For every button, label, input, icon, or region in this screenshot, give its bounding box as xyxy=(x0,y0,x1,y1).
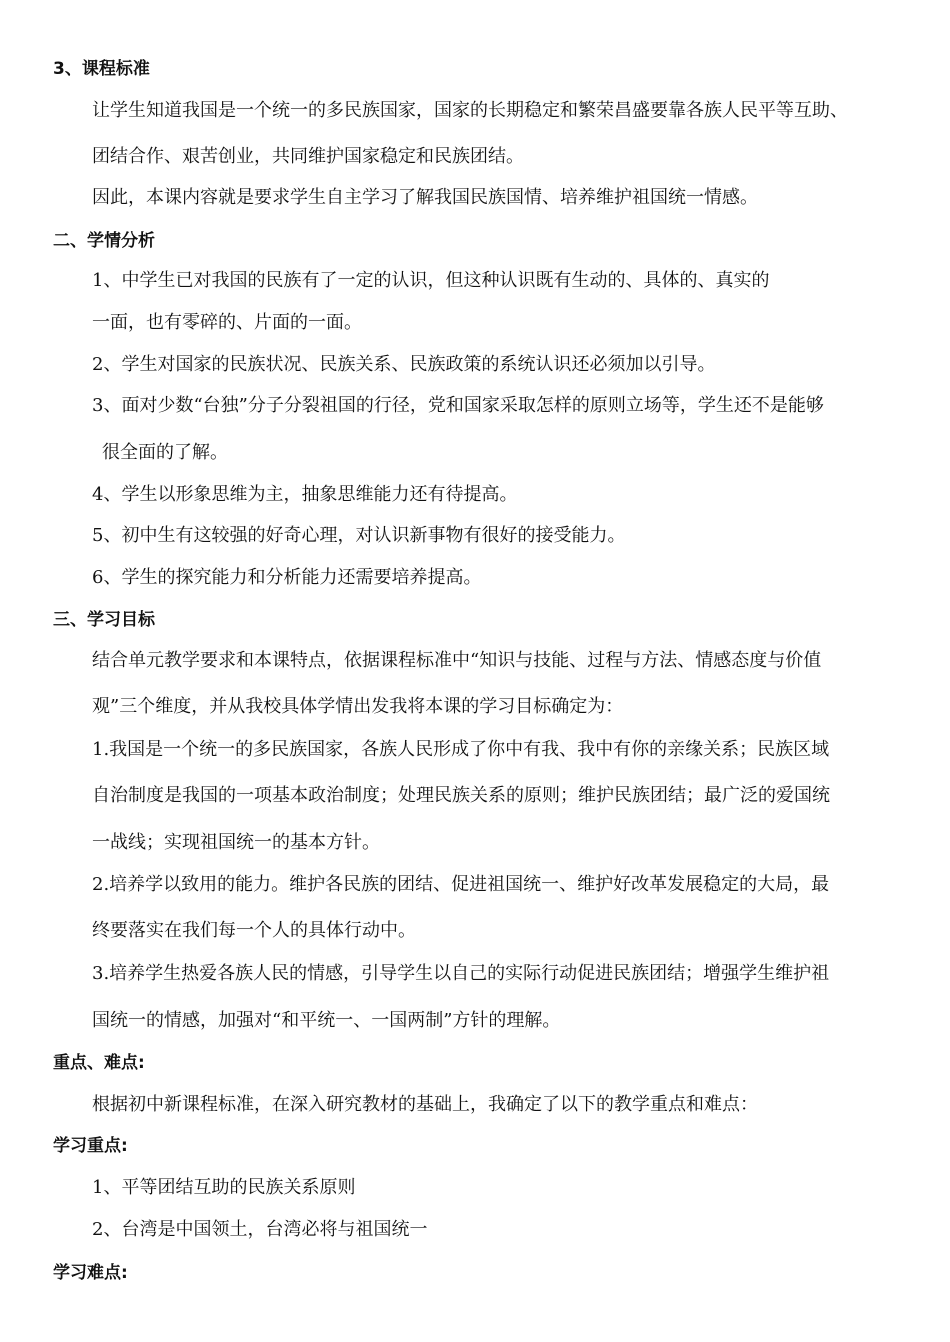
paragraph-line: 2.培养学以致用的能力。维护各民族的团结、促进祖国统一、维护好改革发展稳定的大局，最 xyxy=(92,874,830,895)
paragraph-line: 一战线；实现祖国统一的基本方针。 xyxy=(92,832,380,853)
paragraph-line: 1.我国是一个统一的多民族国家，各族人民形成了你中有我、我中有你的亲缘关系；民族区域 xyxy=(92,739,830,760)
paragraph-line: 终要落实在我们每一个人的具体行动中。 xyxy=(92,920,416,941)
heading-difficult-points: 学习难点: xyxy=(53,1263,128,1283)
paragraph-line: 团结合作、艰苦创业，共同维护国家稳定和民族团结。 xyxy=(92,146,524,167)
paragraph-line: 根据初中新课程标准，在深入研究教材的基础上，我确定了以下的教学重点和难点： xyxy=(92,1094,758,1115)
heading-student-analysis: 二、学情分析 xyxy=(53,231,155,251)
paragraph-line: 自治制度是我国的一项基本政治制度；处理民族关系的原则；维护民族团结；最广泛的爱国统 xyxy=(92,785,830,806)
paragraph-line: 国统一的情感，加强对“和平统一、一国两制”方针的理解。 xyxy=(92,1010,561,1031)
heading-course-standard: 3、课程标准 xyxy=(53,59,150,79)
heading-learning-goals: 三、学习目标 xyxy=(53,610,155,630)
heading-key-difficult: 重点、难点: xyxy=(53,1053,145,1073)
paragraph-line: 让学生知道我国是一个统一的多民族国家，国家的长期稳定和繁荣昌盛要靠各族人民平等互助、 xyxy=(92,100,848,121)
paragraph-line: 2、台湾是中国领土，台湾必将与祖国统一 xyxy=(92,1219,428,1240)
heading-key-points: 学习重点: xyxy=(53,1136,128,1156)
paragraph-line: 5、初中生有这较强的好奇心理，对认识新事物有很好的接受能力。 xyxy=(92,525,626,546)
paragraph-line: 4、学生以形象思维为主，抽象思维能力还有待提高。 xyxy=(92,484,518,505)
paragraph-line: 3.培养学生热爱各族人民的情感，引导学生以自己的实际行动促进民族团结；增强学生维护祖 xyxy=(92,963,830,984)
paragraph-line: 1、中学生已对我国的民族有了一定的认识，但这种认识既有生动的、具体的、真实的 xyxy=(92,270,770,291)
paragraph-line: 因此，本课内容就是要求学生自主学习了解我国民族国情、培养维护祖国统一情感。 xyxy=(92,187,758,208)
paragraph-line: 很全面的了解。 xyxy=(102,442,228,463)
paragraph-line: 1、平等团结互助的民族关系原则 xyxy=(92,1177,356,1198)
paragraph-line: 结合单元教学要求和本课特点，依据课程标准中“知识与技能、过程与方法、情感态度与价值 xyxy=(92,650,822,671)
paragraph-line: 一面，也有零碎的、片面的一面。 xyxy=(92,312,362,333)
paragraph-line: 2、学生对国家的民族状况、民族关系、民族政策的系统认识还必须加以引导。 xyxy=(92,354,716,375)
paragraph-line: 3、面对少数“台独”分子分裂祖国的行径，党和国家采取怎样的原则立场等，学生还不是能够 xyxy=(92,395,824,416)
paragraph-line: 观”三个维度，并从我校具体学情出发我将本课的学习目标确定为： xyxy=(92,696,624,717)
paragraph-line: 6、学生的探究能力和分析能力还需要培养提高。 xyxy=(92,567,482,588)
